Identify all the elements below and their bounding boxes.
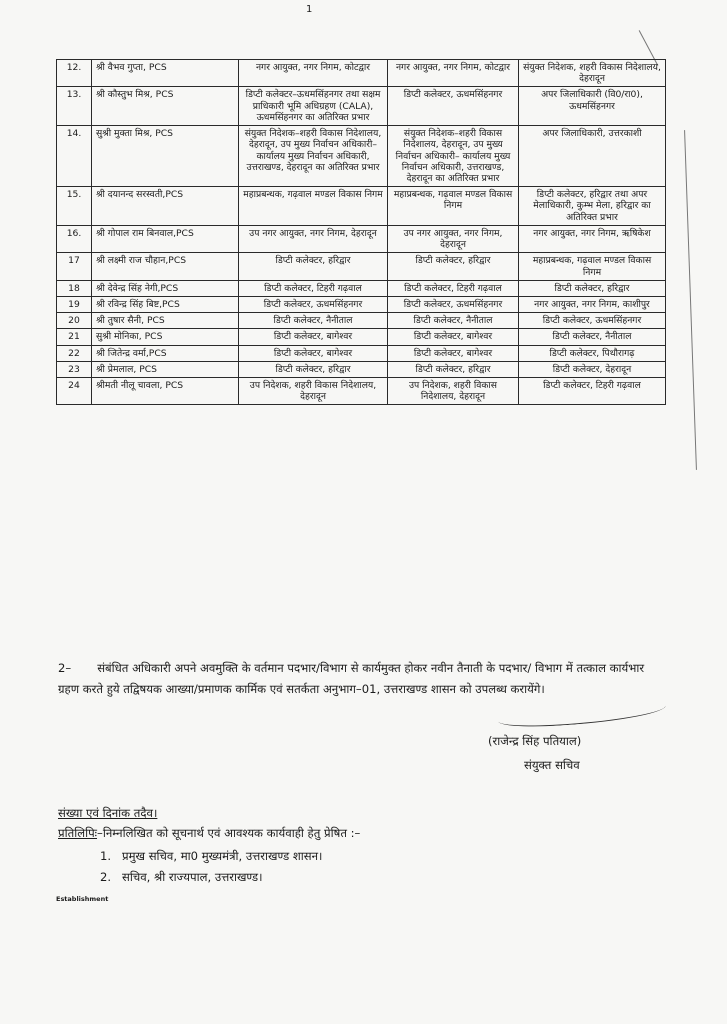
paragraph-text: संबंधित अधिकारी अपने अवमुक्ति के वर्तमान पदभार/विभाग से कार्यमुक्त होकर नवीन तैनाती के पदभार/ विभाग में तत्काल कार्यभार ग्रहण करते हुये तद्विषयक आख्या/प्रमाणक कार्मिक एवं सतर्कता अनुभाग–01, उत्तराखण्ड शासन को उपलब्ध करायेंगे।: [58, 661, 645, 696]
cell-name: सुश्री मोनिका, PCS: [92, 329, 239, 345]
cell-additional: डिप्टी कलेक्टर, देहरादून: [519, 361, 666, 377]
cell-no: 15.: [57, 187, 92, 226]
reference-line: संख्या एवं दिनांक तदैव।: [58, 806, 158, 820]
cell-new-post: डिप्टी कलेक्टर, नैनीताल: [388, 313, 519, 329]
cell-additional: डिप्टी कलेक्टर, हरिद्वार: [519, 280, 666, 296]
cell-no: 17: [57, 253, 92, 280]
cell-current: डिप्टी कलेक्टर, नैनीताल: [239, 313, 388, 329]
cell-current: डिप्टी कलेक्टर, टिहरी गढ़वाल: [239, 280, 388, 296]
cell-current: डिप्टी कलेक्टर, बागेश्वर: [239, 345, 388, 361]
transfer-table: [56, 59, 666, 405]
footer-tag: Establishment: [56, 895, 109, 903]
copy-label: प्रतिलिपिः: [58, 826, 98, 840]
cell-no: 20: [57, 313, 92, 329]
copy-item: 2. सचिव, श्री राज्यपाल, उत्तराखण्ड।: [100, 870, 263, 884]
copy-text: –निम्नलिखित को सूचनार्थ एवं आवश्यक कार्यवाही हेतु प्रेषित :–: [97, 826, 361, 840]
cell-no: 19: [57, 296, 92, 312]
table-row: [57, 253, 666, 280]
copy-to-line: [58, 826, 360, 841]
table-row: [57, 296, 666, 312]
cell-name: सुश्री मुक्ता मिश्र, PCS: [92, 126, 239, 187]
cell-current: उप निदेशक, शहरी विकास निदेशालय, देहरादून: [239, 378, 388, 405]
cell-name: श्री वैभव गुप्ता, PCS: [92, 60, 239, 87]
cell-current: नगर आयुक्त, नगर निगम, कोटद्वार: [239, 60, 388, 87]
cell-name: श्री जितेन्द्र वर्मा,PCS: [92, 345, 239, 361]
cell-additional: संयुक्त निदेशक, शहरी विकास निदेशालय, देहरादून: [519, 60, 666, 87]
cell-name: श्री गोपाल राम बिनवाल,PCS: [92, 225, 239, 252]
cell-new-post: उप निदेशक, शहरी विकास निदेशालय, देहरादून: [388, 378, 519, 405]
cell-name: श्री लक्ष्मी राज चौहान,PCS: [92, 253, 239, 280]
cell-current: उप नगर आयुक्त, नगर निगम, देहरादून: [239, 225, 388, 252]
cell-name: श्री रविन्द्र सिंह बिष्ट,PCS: [92, 296, 239, 312]
cell-new-post: डिप्टी कलेक्टर, बागेश्वर: [388, 345, 519, 361]
cell-name: श्रीमती नीलू चावला, PCS: [92, 378, 239, 405]
table-row: [57, 345, 666, 361]
signatory-designation: संयुक्त सचिव: [524, 758, 580, 772]
cell-new-post: डिप्टी कलेक्टर, हरिद्वार: [388, 253, 519, 280]
instruction-paragraph: [58, 658, 668, 700]
cell-name: श्री तुषार सैनी, PCS: [92, 313, 239, 329]
table-row: [57, 361, 666, 377]
cell-additional: डिप्टी कलेक्टर, पिथौरागढ़: [519, 345, 666, 361]
cell-current: डिप्टी कलेक्टर–ऊधमसिंहनगर तथा सक्षम प्राधिकारी भूमि अधिग्रहण (CALA), ऊधमसिंहनगर का अतिरिक्त प्रभार: [239, 87, 388, 126]
copy-item: 1. प्रमुख सचिव, मा0 मुख्यमंत्री, उत्तराखण्ड शासन।: [100, 849, 323, 863]
table-row: [57, 60, 666, 87]
cell-new-post: डिप्टी कलेक्टर, ऊधमसिंहनगर: [388, 87, 519, 126]
table-row: [57, 280, 666, 296]
cell-name: श्री कौस्तुभ मिश्र, PCS: [92, 87, 239, 126]
cell-additional: नगर आयुक्त, नगर निगम, काशीपुर: [519, 296, 666, 312]
cell-new-post: नगर आयुक्त, नगर निगम, कोटद्वार: [388, 60, 519, 87]
table-row: [57, 225, 666, 252]
page-number: 1: [306, 4, 313, 15]
cell-name: श्री दयानन्द सरस्वती,PCS: [92, 187, 239, 226]
signature-scribble: [497, 697, 666, 730]
cell-new-post: डिप्टी कलेक्टर, टिहरी गढ़वाल: [388, 280, 519, 296]
cell-current: डिप्टी कलेक्टर, ऊधमसिंहनगर: [239, 296, 388, 312]
cell-additional: महाप्रबन्धक, गढ़वाल मण्डल विकास निगम: [519, 253, 666, 280]
cell-additional: नगर आयुक्त, नगर निगम, ऋषिकेश: [519, 225, 666, 252]
cell-additional: अपर जिलाधिकारी (वि0/रा0), ऊधमसिंहनगर: [519, 87, 666, 126]
cell-no: 14.: [57, 126, 92, 187]
cell-name: श्री प्रेमलाल, PCS: [92, 361, 239, 377]
cell-no: 23: [57, 361, 92, 377]
cell-new-post: उप नगर आयुक्त, नगर निगम, देहरादून: [388, 225, 519, 252]
cell-current: डिप्टी कलेक्टर, बागेश्वर: [239, 329, 388, 345]
cell-no: 12.: [57, 60, 92, 87]
cell-new-post: संयुक्त निदेशक–शहरी विकास निदेशालय, देहरादून, उप मुख्य निर्वाचन अधिकारी– कार्यालय मुख्य निर्वाचन अधिकारी, उत्तराखण्ड, देहरादून का अतिरिक्त प्रभार: [388, 126, 519, 187]
scan-edge-line: [684, 130, 697, 470]
cell-current: डिप्टी कलेक्टर, हरिद्वार: [239, 361, 388, 377]
paragraph-number: 2–: [58, 661, 72, 675]
table-row: [57, 378, 666, 405]
table-row: [57, 313, 666, 329]
cell-no: 18: [57, 280, 92, 296]
table-row: [57, 126, 666, 187]
cell-no: 21: [57, 329, 92, 345]
cell-current: महाप्रबन्धक, गढ़वाल मण्डल विकास निगम: [239, 187, 388, 226]
signatory-name: (राजेन्द्र सिंह पतियाल): [488, 734, 582, 748]
cell-new-post: डिप्टी कलेक्टर, ऊधमसिंहनगर: [388, 296, 519, 312]
cell-no: 13.: [57, 87, 92, 126]
cell-current: संयुक्त निदेशक–शहरी विकास निदेशालय, देहरादून, उप मुख्य निर्वाचन अधिकारी–कार्यालय मुख्य निर्वाचन अधिकारी, उत्तराखण्ड, देहरादून का अतिरिक्त प्रभार: [239, 126, 388, 187]
cell-no: 22: [57, 345, 92, 361]
cell-additional: डिप्टी कलेक्टर, हरिद्वार तथा अपर मेलाधिकारी, कुम्भ मेला, हरिद्वार का अतिरिक्त प्रभार: [519, 187, 666, 226]
table-row: [57, 329, 666, 345]
cell-new-post: महाप्रबन्धक, गढ़वाल मण्डल विकास निगम: [388, 187, 519, 226]
cell-new-post: डिप्टी कलेक्टर, बागेश्वर: [388, 329, 519, 345]
table-row: [57, 87, 666, 126]
copy-list: [100, 846, 322, 888]
cell-current: डिप्टी कलेक्टर, हरिद्वार: [239, 253, 388, 280]
cell-additional: डिप्टी कलेक्टर, ऊधमसिंहनगर: [519, 313, 666, 329]
table-row: [57, 187, 666, 226]
cell-no: 16.: [57, 225, 92, 252]
cell-additional: डिप्टी कलेक्टर, नैनीताल: [519, 329, 666, 345]
cell-additional: अपर जिलाधिकारी, उत्तरकाशी: [519, 126, 666, 187]
cell-no: 24: [57, 378, 92, 405]
cell-new-post: डिप्टी कलेक्टर, हरिद्वार: [388, 361, 519, 377]
cell-name: श्री देवेन्द्र सिंह नेगी,PCS: [92, 280, 239, 296]
cell-additional: डिप्टी कलेक्टर, टिहरी गढ़वाल: [519, 378, 666, 405]
